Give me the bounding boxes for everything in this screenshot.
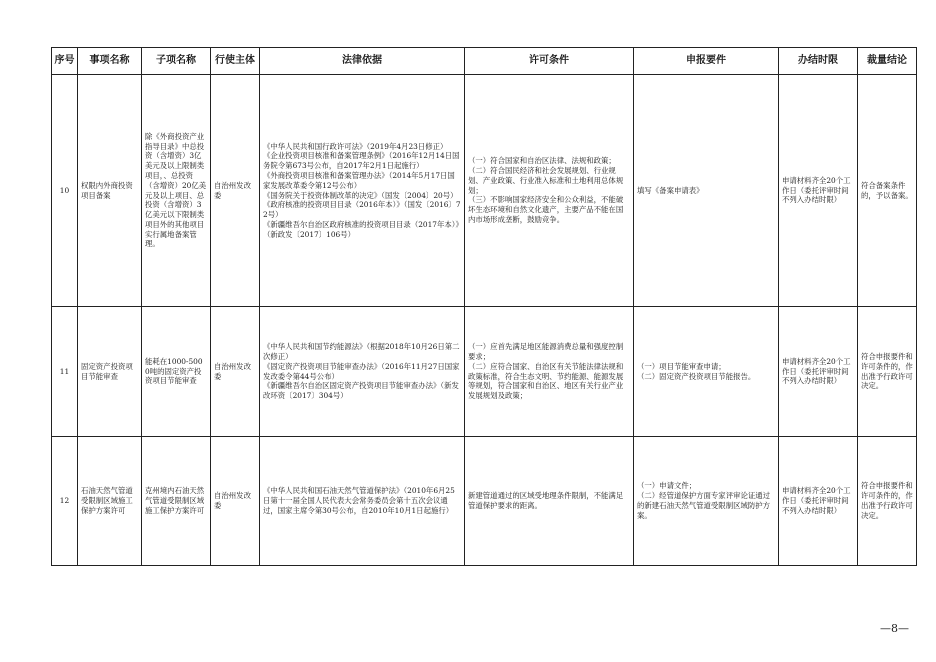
row-legal-basis — [260, 75, 465, 307]
row-authority: 自治州发改委 — [211, 75, 260, 307]
requirement-line: （二）固定资产投资项目节能报告。 — [637, 371, 756, 381]
header-row — [52, 48, 917, 75]
row-conditions — [465, 307, 634, 437]
legal-basis-line: 《新疆维吾尔自治区政府核准的投资项目目录（2017年本）》（新政发〔2017〕106号） — [263, 219, 460, 239]
legal-basis-line: 《企业投资项目核准和备案管理条例》（2016年12月14日国务院令第673号公布，自2017年2月1日起施行） — [263, 151, 460, 171]
row-seq: 11 — [52, 307, 78, 437]
condition-line: （二）应符合国家、自治区有关节能法律法规和政策标准，符合生态文明、节约能源、能源发展等规划，符合国家和自治区、地区有关行业产业发展规划及政策； — [468, 361, 624, 401]
legal-basis-line: 《新疆维吾尔自治区固定资产投资项目节能审查办法》（新发改环资〔2017〕304号） — [263, 381, 459, 401]
row-conditions — [465, 75, 634, 307]
row-conclusion: 符合申报要件和许可条件的，作出准予行政许可决定。 — [858, 307, 917, 437]
row-legal-basis — [260, 307, 465, 437]
requirement-line: （一）申请文件； — [637, 481, 697, 491]
row-time-limit: 申请材料齐全20个工作日（委托评审时间不列入办结时限） — [779, 75, 858, 307]
row-requirements — [634, 437, 779, 566]
page-number: —8— — [880, 622, 909, 635]
row-requirements — [634, 307, 779, 437]
row-seq: 10 — [52, 75, 78, 307]
row-item: 石油天然气管道受限制区域施工保护方案许可 — [78, 437, 142, 566]
row-time-limit: 申请材料齐全20个工作日（委托评审时间不列入办结时限） — [779, 307, 858, 437]
header-subitem: 子项名称 — [142, 48, 211, 75]
legal-basis-line: 《外商投资项目核准和备案管理办法》（2014年5月17日国家发展改革委令第12号公布） — [263, 170, 455, 190]
row-item: 权限内外商投资项目备案 — [78, 75, 142, 307]
condition-line: 新建管道通过的区域受地理条件限制，不能满足管道保护要求的距离。 — [468, 491, 624, 510]
legal-basis-line: 《固定资产投资项目节能审查办法》（2016年11月27日国家发改委令第44号公布） — [263, 361, 460, 381]
row-item: 固定资产投资项目节能审查 — [78, 307, 142, 437]
header-authority: 行使主体 — [211, 48, 260, 75]
table-row — [52, 75, 917, 307]
condition-line: （三）不影响国家经济安全和公众利益，不能破坏生态环境和自然文化遗产，主要产品不能在国内市场形成垄断，鼓励竞争。 — [468, 195, 624, 224]
requirement-line: （二）经管道保护方面专家评审论证通过的新建石油天然气管道受限制区域防护方案。 — [637, 491, 771, 520]
condition-line: （一）应首先满足地区能源消费总量和强度控制要求； — [468, 342, 624, 361]
header-time-limit: 办结时限 — [779, 48, 858, 75]
header-requirements: 申报要件 — [634, 48, 779, 75]
legal-basis-line: 《中华人民共和国节约能源法》（根据2018年10月26日第二次修正） — [263, 342, 460, 361]
row-subitem: 克州境内石油天然气管道受限制区域施工保护方案许可 — [142, 437, 211, 566]
table-row — [52, 437, 917, 566]
row-requirements — [634, 75, 779, 307]
row-subitem: 能耗在1000-5000吨的固定资产投资项目节能审查 — [142, 307, 211, 437]
legal-basis-line: 《中华人民共和国行政许可法》（2019年4月23日修正） — [263, 141, 448, 151]
row-subitem: 除《外商投资产业指导目录》中总投资（含增资）3亿美元及以上限制类项目，、总投资（含增资）20亿美元及以上项目、总投资（含增资）3亿美元以下限制类项目外的其他项目实行属地备案管理。 — [142, 75, 211, 307]
permit-table — [51, 47, 917, 566]
header-conclusion: 裁量结论 — [858, 48, 917, 75]
legal-basis-line: 《政府核准的投资项目目录（2016年本）》（国发〔2016〕72号） — [263, 200, 461, 220]
legal-basis-line: 《中华人民共和国石油天然气管道保护法》（2010年6月25日第十一届全国人民代表大会常务委员会第十五次会议通过，国家主席令第30号公布，自2010年10月1日起施行） — [263, 486, 455, 515]
condition-line: （一）符合国家和自治区法律、法规和政策； — [468, 156, 616, 166]
row-conditions — [465, 437, 634, 566]
header-conditions: 许可条件 — [465, 48, 634, 75]
requirement-line: 填写《备案申请表》 — [637, 185, 704, 195]
condition-line: （二）符合国民经济和社会发展规划、行业规划、产业政策、行业准入标准和土地利用总体规划； — [468, 166, 624, 195]
legal-basis-line: 《国务院关于投资体制改革的决定》（国发〔2004〕20号） — [263, 190, 458, 200]
row-seq: 12 — [52, 437, 78, 566]
row-conclusion: 符合备案条件的，予以备案。 — [858, 75, 917, 307]
table-row — [52, 307, 917, 437]
header-item: 事项名称 — [78, 48, 142, 75]
row-time-limit: 申请材料齐全20个工作日（委托评审时间不列入办结时限） — [779, 437, 858, 566]
row-legal-basis — [260, 437, 465, 566]
header-legal-basis: 法律依据 — [260, 48, 465, 75]
row-authority: 自治州发改委 — [211, 437, 260, 566]
row-conclusion: 符合申报要件和许可条件的，作出准予行政许可决定。 — [858, 437, 917, 566]
header-seq: 序号 — [52, 48, 78, 75]
requirement-line: （一）项目节能审查申请； — [637, 361, 726, 371]
row-authority: 自治州发改委 — [211, 307, 260, 437]
